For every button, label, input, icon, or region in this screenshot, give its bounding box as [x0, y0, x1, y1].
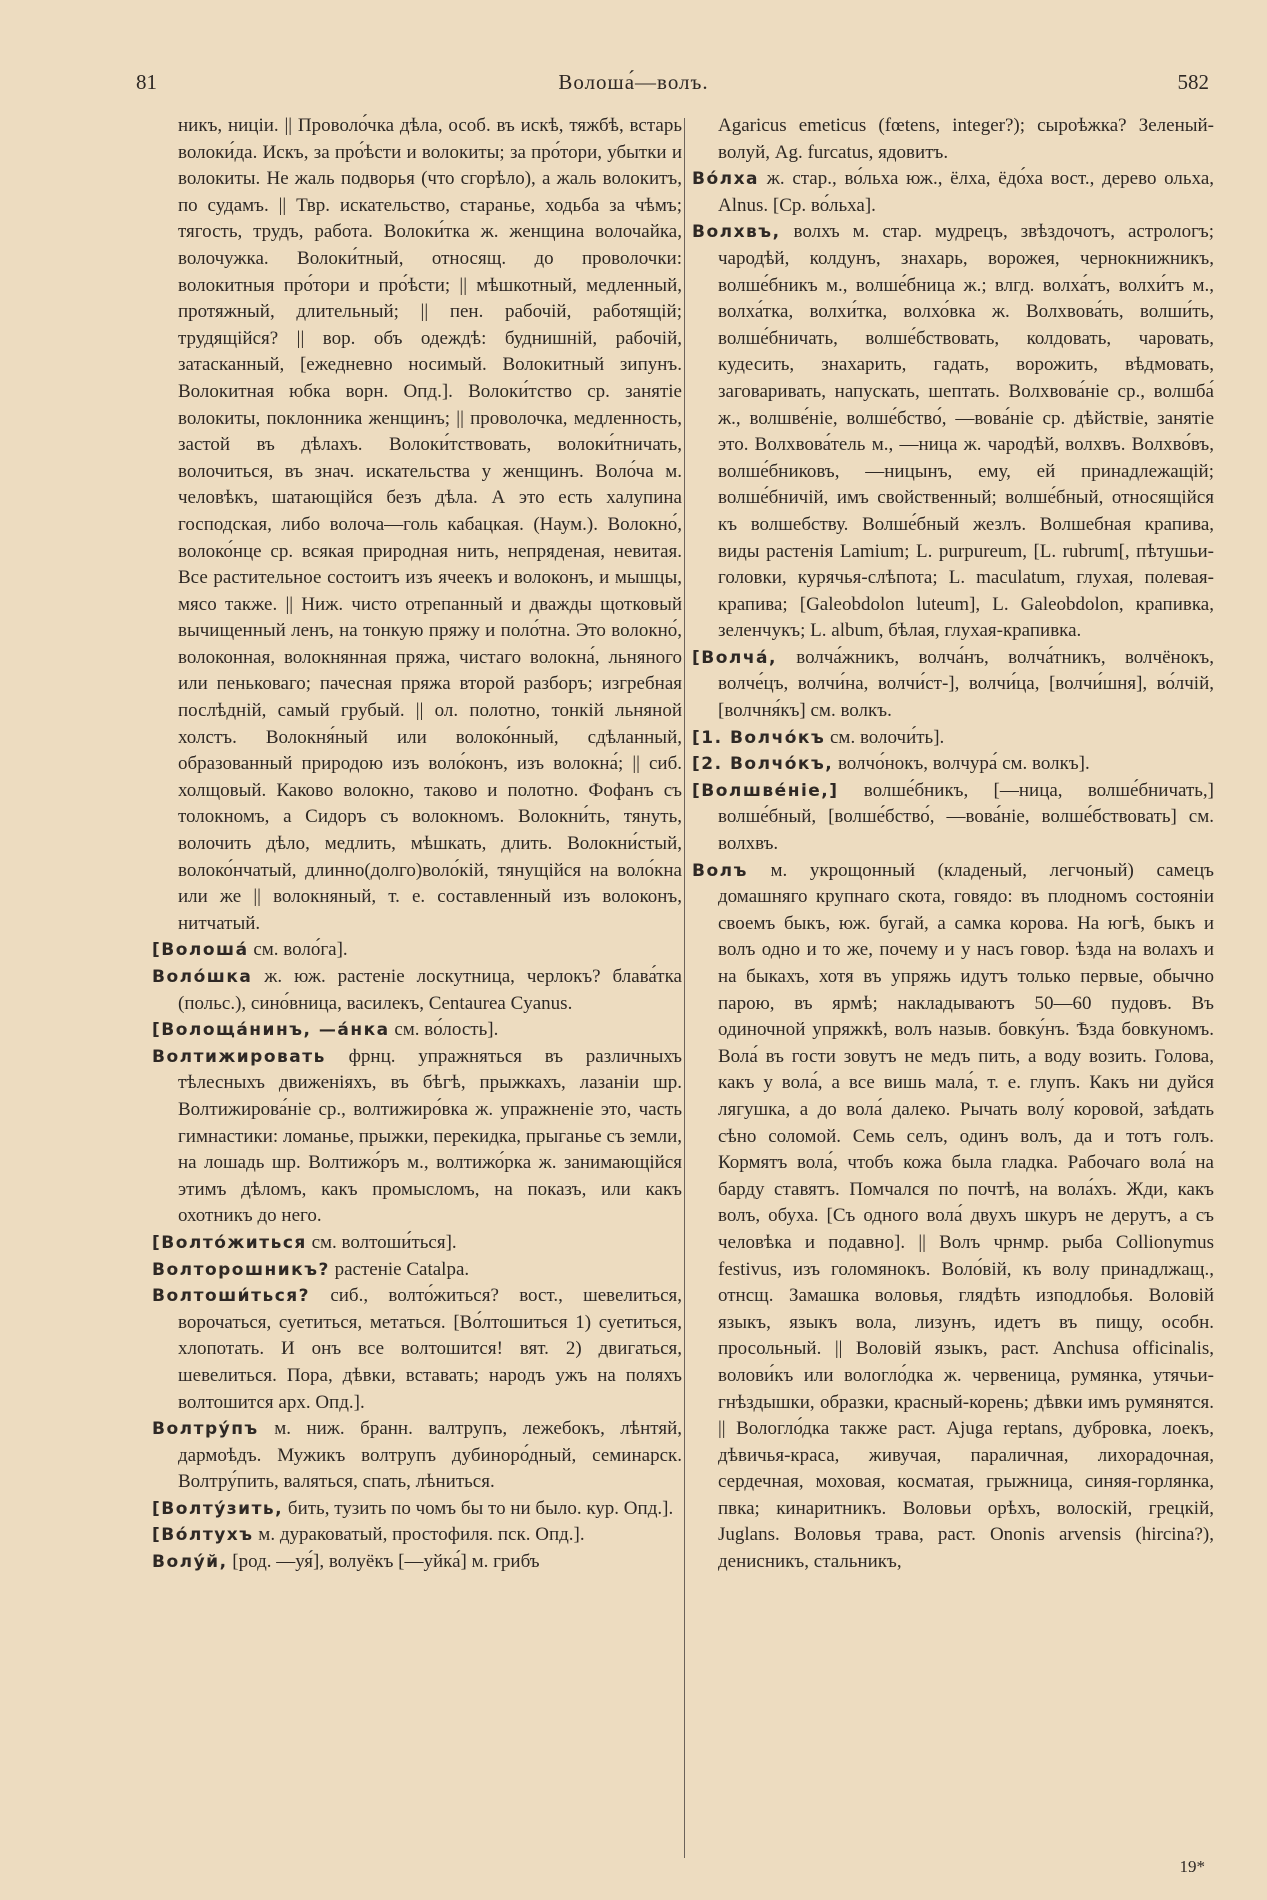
entry-text: см. волочи́ть].	[825, 726, 945, 748]
dictionary-entry	[152, 1017, 682, 1044]
dictionary-entry	[152, 1522, 682, 1549]
dictionary-entry	[152, 113, 682, 937]
column-divider	[684, 118, 685, 1858]
dictionary-entry	[152, 964, 682, 1017]
entry-text: [род. —уя́], волуёкъ [—уйка́] м. грибъ	[227, 1551, 540, 1573]
entry-headword: [1. Волчо́къ	[692, 727, 826, 748]
entry-headword: Волъ	[692, 860, 748, 881]
entry-headword: [Волто́житься	[152, 1232, 307, 1253]
dictionary-entry	[152, 1257, 682, 1284]
entry-text: фрнц. упражняться въ различныхъ тѣлесныхъ движеніяхъ, въ бѣгѣ, прыжкахъ, лазаніи шр. Волтижирова́ніе ср., волтижиро́вка ж. упражненіе это, часть гимнастики: ломанье, прыжки, перекидка, прыганье съ земли, на лошадь шр. Волтижо́ръ м., волтижо́рка ж. занимающійся этимъ дѣломъ, какъ промысломъ, на показъ, или какъ охотникъ до него.	[178, 1045, 682, 1227]
entry-headword: [Волту́зить,	[152, 1498, 284, 1519]
entry-headword: [Волча́,	[692, 647, 777, 668]
page-header	[0, 70, 1267, 100]
entry-text: растеніе Catalpa.	[329, 1258, 470, 1280]
dictionary-entry	[692, 725, 1214, 752]
right-column	[692, 113, 1214, 1576]
dictionary-entry	[692, 858, 1214, 1576]
entry-text: см. воло́га].	[248, 939, 348, 961]
entry-headword: [2. Волчо́къ,	[692, 754, 834, 775]
dictionary-entry	[692, 219, 1214, 645]
dictionary-entry	[152, 937, 682, 964]
entry-text: м. дураковатый, простофиля. пск. Опд.].	[253, 1524, 585, 1546]
entry-headword: Волторошникъ?	[152, 1259, 330, 1280]
dictionary-entry	[152, 1416, 682, 1496]
dictionary-entry	[692, 113, 1214, 166]
entry-headword: Волтоши́ться?	[152, 1286, 311, 1307]
entry-headword: Воло́шка	[152, 967, 253, 987]
page-number-right: 582	[1177, 70, 1209, 94]
entry-text: см. волтоши́ться].	[306, 1231, 457, 1253]
entry-text: волчо́нокъ, волчура́ см. волкъ].	[833, 753, 1090, 775]
entry-headword: Волхвъ,	[692, 222, 781, 243]
signature-mark: 19*	[1179, 1857, 1205, 1876]
running-title: Волоша́—волъ.	[558, 70, 709, 94]
entry-text: м. укрощонный (кладеный, легчоный) самецъ домашняго крупнаго скота, говядо: въ плодномъ состояніи своемъ быкъ, юж. бугай, а самка корова. На югѣ, быкъ и волъ одно и то же, почему и у насъ говор. ѣзда на волахъ и на быкахъ, хотя въ упряжь идутъ только первые, обычно парою, въ ярмѣ; накладываютъ 50—60 пудовъ. Въ одиночной упряжкѣ, волъ назыв. бовку́нъ. Ѣзда бовкуномъ. Вола́ въ гости зовутъ не медъ пить, а воду возить. Голова, какъ у вола́, а все вишь мала́, т. е. глупъ. Какъ ни дуйся лягушка, а до вола́ далеко. Рычать волу́ коровой, заѣдать сѣно соломой. Семь селъ, одинъ волъ, да и тотъ голъ. Кормятъ вола́, чтобъ кожа была гладка. Рабочаго вола́ на барду ставятъ. Помчался по почтѣ, на вола́хъ. Жди, какъ волъ, обуха. [Съ одного вола́ двухъ шкуръ не дерутъ, а съ человѣка и подавно]. || Волъ чрнмр. рыба Collionymus festivus, изъ голомянокъ. Воло́вій, къ волу принадлжащ., отнсщ. Замашка воловья, глядѣть изподлобья. Воловій языкъ, языкъ вола, лизунъ, идетъ въ пищу, особн. просольный. || Воловій языкъ, раст. Anchusa officinalis, волови́къ или вологло́дка ж. червеница, румянка, утячьи-гнѣздышки, образки, красный-корень; дѣвки имъ румянятся. || Вологло́дка также раст. Ajuga reptans, дубровка, лоекъ, дѣвичья-краса, живучая, параличная, лихорадочная, сердечная, моховая, косматая, грыжница, синяя-горлянка, пвка; кинаритникъ. Воловьи орѣхъ, волоскій, грецкій, Juglans. Воловья трава, раст. Ononis arvensis (hircina?), денисникъ, стальникъ,	[718, 859, 1214, 1573]
dictionary-entry	[152, 1230, 682, 1257]
entry-text: волча́жникъ, волча́нъ, волча́тникъ, волчёнокъ, волче́цъ, волчи́на, волчи́ст-], волчи́ца, [волчи́шня], во́лчій, [волчня́къ] см. волкъ.	[718, 646, 1214, 722]
entry-text: никъ, ниціи. || Проволо́чка дѣла, особ. въ искѣ, тяжбѣ, встарь волоки́да. Искъ, за про́ѣсти и волокиты; за про́тори, убытки и волокиты. Не жаль подворья (что сгорѣло), а жаль волокитъ, по судамъ. || Твр. искательство, старанье, ходьба за чѣмъ; тягость, трудъ, работа. Волоки́тка ж. женщина волочайка, волочужка. Волоки́тный, относящ. до проволочки: волокитныя про́тори и про́ѣсти; || мѣшкотный, медленный, протяжный, длительный; || пен. рабочій, работящій; трудящійся? || вор. объ одеждѣ: буднишній, рабочій, затасканный, [ежедневно носимый. Волокитный зипунъ. Волокитная юбка ворн. Опд.]. Волоки́тство ср. занятіе волокиты, поклонника женщинъ; || проволочка, медленность, застой въ дѣлахъ. Волоки́тствовать, волоки́тничать, волочиться, въ знач. искательства у женщинъ. Воло́ча м. человѣкъ, шатающійся безъ дѣла. А это есть халупина господская, либо волоча—голь кабацкая. (Наум.). Волокно́, волоко́нце ср. всякая природная нить, непряденая, невитая. Все растительное состоитъ изъ ячеекъ и волоконъ, и мышцы, мясо также. || Ниж. чисто отрепанный и дважды щотковый вычищенный ленъ, на тонкую пряжу и поло́тна. Это волокно́, волоконная, волокнянная пряжа, чистаго волокна́, льняного или пеньковаго; пачесная пряжа второй разборъ; изгребная послѣдній, самый грубый. || ол. полотно, тонкій льняной холстъ. Волокня́ный или волоко́нный, сдѣланный, образованный природою изъ воло́конъ, изъ волокна́; || сиб. холщовый. Каково волокно, таково и полотно. Фофанъ съ толокномъ, а Сидоръ съ волокномъ. Волокни́ть, тянуть, волочить дѣло, медлить, мѣшкать, длить. Волокни́стый, волоко́нчатый, длинно(долго)воло́кій, тянущійся на воло́кна или же || волокняный, т. е. составленный изъ волоконъ, нитчатый.	[178, 115, 682, 934]
entry-headword: Волу́й,	[152, 1552, 228, 1573]
dictionary-entry	[692, 778, 1214, 858]
entry-headword: Волтру́пъ	[152, 1419, 259, 1440]
entry-text: ж. юж. растеніе лоскутница, черлокъ? блава́тка (польс.), сино́вница, василекъ, Centaurea Cyanus.	[178, 966, 682, 1014]
entry-text: Agaricus emeticus (fœtens, integer?); сыроѣжка? Зеленый-волуй, Ag. furcatus, ядовитъ.	[718, 115, 1214, 163]
entry-text: см. во́лость].	[389, 1019, 499, 1041]
dictionary-entry	[152, 1044, 682, 1230]
entry-text: м. ниж. бранн. валтрупъ, лежебокъ, лѣнтяй, дармоѣдъ. Мужикъ волтрупъ дубиноро́дный, семинарск. Волтру́пить, валяться, спать, лѣниться.	[178, 1418, 682, 1493]
entry-headword: [Волшве́ніе,]	[692, 780, 839, 801]
dictionary-entry	[152, 1549, 682, 1576]
entry-headword: [Волоща́нинъ, —а́нка	[152, 1020, 390, 1041]
dictionary-entry	[692, 751, 1214, 778]
entry-text: сиб., волто́житься? вост., шевелиться, ворочаться, суетиться, метаться. [Во́лтошиться 1) суетиться, хлопотать. И онъ все волтошится! вят. 2) двигаться, шевелиться. Пора, дѣвки, вставать; народъ ужъ на поляхъ волтошится арх. Опд.].	[178, 1285, 682, 1413]
entry-headword: [Во́лтухъ	[152, 1525, 254, 1546]
dictionary-entry	[152, 1496, 682, 1523]
entry-text: волхъ м. стар. мудрецъ, звѣздочотъ, астрологъ; чародѣй, колдунъ, знахарь, ворожея, чернокнижникъ, волше́бникъ м., волше́бница ж.; влгд. волха́тъ, волхи́тъ м., волха́тка, волхи́тка, волхо́вка ж. Волхвова́ть, волши́ть, волше́бничать, волше́бствовать, колдовать, чаровать, кудесить, знахарить, гадать, ворожить, вѣдмовать, заговаривать, напускать, шептать. Волхвова́ніе ср., волшба́ ж., волшве́ніе, волше́бство́, —вова́ніе ср. дѣйствіе, занятіе это. Волхвова́тель м., —ница ж. чародѣй, волхвъ. Волхво́въ, волше́бниковъ, —ницынъ, ему, ей принадлежащій; волше́бничій, имъ свойственный; волше́бный, относящійся къ волшебству. Волше́бный жезлъ. Волшебная крапива, виды растенія Lamium; L. purpureum, [L. rubrum[, пѣтушьи-головки, курячья-слѣпота; L. maculatum, глухая, полевая- крапива; [Galeobdolon luteum], L. Galeobdolon, крапивка, зеленчукъ; L. album, бѣлая, глухая-крапивка.	[718, 221, 1214, 642]
entry-headword: Волтижировать	[152, 1046, 326, 1067]
dictionary-entry	[152, 1283, 682, 1416]
entry-text: бить, тузить по чомъ бы то ни было. кур. Опд.].	[283, 1497, 674, 1519]
dictionary-entry	[692, 166, 1214, 219]
entry-text: волше́бникъ, [—ница, волше́бничать,] волше́бный, [волше́бство́, —вова́ніе, волше́бствовать] см. волхвъ.	[718, 779, 1214, 855]
entry-headword: [Волоша́	[152, 940, 249, 961]
entry-headword: Во́лха	[692, 169, 760, 190]
entry-text: ж. стар., во́льха юж., ёлха, ёдо́ха вост., дерево ольха, Alnus. [Ср. во́льха].	[718, 168, 1214, 216]
left-column	[152, 113, 682, 1576]
dictionary-entry	[692, 645, 1214, 725]
page-number-left: 81	[136, 70, 157, 94]
